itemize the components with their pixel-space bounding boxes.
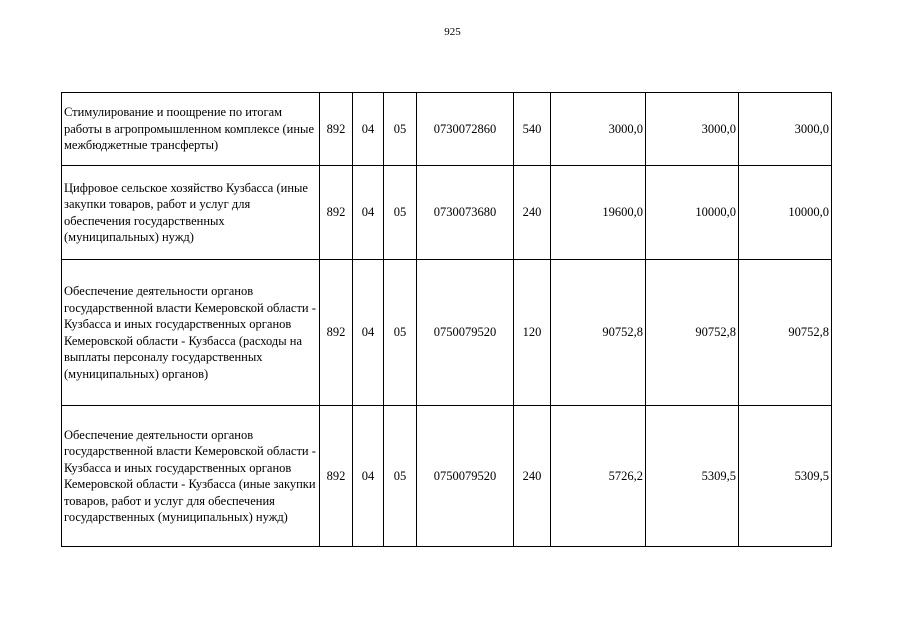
section-code: 04 bbox=[353, 406, 384, 547]
row-description: Стимулирование и поощрение по итогам работы в агропромышленном комплексе (иные межбюджетные трансферты) bbox=[62, 93, 320, 166]
amount-year-1: 90752,8 bbox=[551, 260, 646, 406]
ministry-code: 892 bbox=[320, 166, 353, 260]
table-row bbox=[62, 93, 832, 166]
expense-type-code: 120 bbox=[514, 260, 551, 406]
amount-year-2: 3000,0 bbox=[646, 93, 739, 166]
row-description: Цифровое сельское хозяйство Кузбасса (иные закупки товаров, работ и услуг для обеспечения государственных (муниципальных) нужд) bbox=[62, 166, 320, 260]
expense-type-code: 240 bbox=[514, 406, 551, 547]
subsection-code: 05 bbox=[384, 93, 417, 166]
subsection-code: 05 bbox=[384, 260, 417, 406]
table-row bbox=[62, 166, 832, 260]
row-description: Обеспечение деятельности органов государственной власти Кемеровской области - Кузбасса и иных государственных органов Кемеровской области - Кузбасса (иные закупки товаров, работ и услуг для обеспечения государственных (муниципальных) нужд) bbox=[62, 406, 320, 547]
ministry-code: 892 bbox=[320, 406, 353, 547]
section-code: 04 bbox=[353, 260, 384, 406]
amount-year-2: 5309,5 bbox=[646, 406, 739, 547]
subsection-code: 05 bbox=[384, 406, 417, 547]
amount-year-1: 19600,0 bbox=[551, 166, 646, 260]
amount-year-1: 5726,2 bbox=[551, 406, 646, 547]
section-code: 04 bbox=[353, 93, 384, 166]
amount-year-2: 90752,8 bbox=[646, 260, 739, 406]
ministry-code: 892 bbox=[320, 93, 353, 166]
amount-year-3: 90752,8 bbox=[739, 260, 832, 406]
section-code: 04 bbox=[353, 166, 384, 260]
target-article-code: 0750079520 bbox=[417, 406, 514, 547]
table-row bbox=[62, 406, 832, 547]
amount-year-3: 5309,5 bbox=[739, 406, 832, 547]
target-article-code: 0730073680 bbox=[417, 166, 514, 260]
page-number: 925 bbox=[444, 26, 461, 38]
amount-year-3: 10000,0 bbox=[739, 166, 832, 260]
amount-year-2: 10000,0 bbox=[646, 166, 739, 260]
expense-type-code: 240 bbox=[514, 166, 551, 260]
target-article-code: 0730072860 bbox=[417, 93, 514, 166]
row-description: Обеспечение деятельности органов государственной власти Кемеровской области - Кузбасса и иных государственных органов Кемеровской области - Кузбасса (расходы на выплаты персоналу государственных (муниципальных) органов) bbox=[62, 260, 320, 406]
ministry-code: 892 bbox=[320, 260, 353, 406]
table-row bbox=[62, 260, 832, 406]
amount-year-1: 3000,0 bbox=[551, 93, 646, 166]
subsection-code: 05 bbox=[384, 166, 417, 260]
target-article-code: 0750079520 bbox=[417, 260, 514, 406]
expense-type-code: 540 bbox=[514, 93, 551, 166]
budget-table bbox=[61, 92, 832, 547]
amount-year-3: 3000,0 bbox=[739, 93, 832, 166]
